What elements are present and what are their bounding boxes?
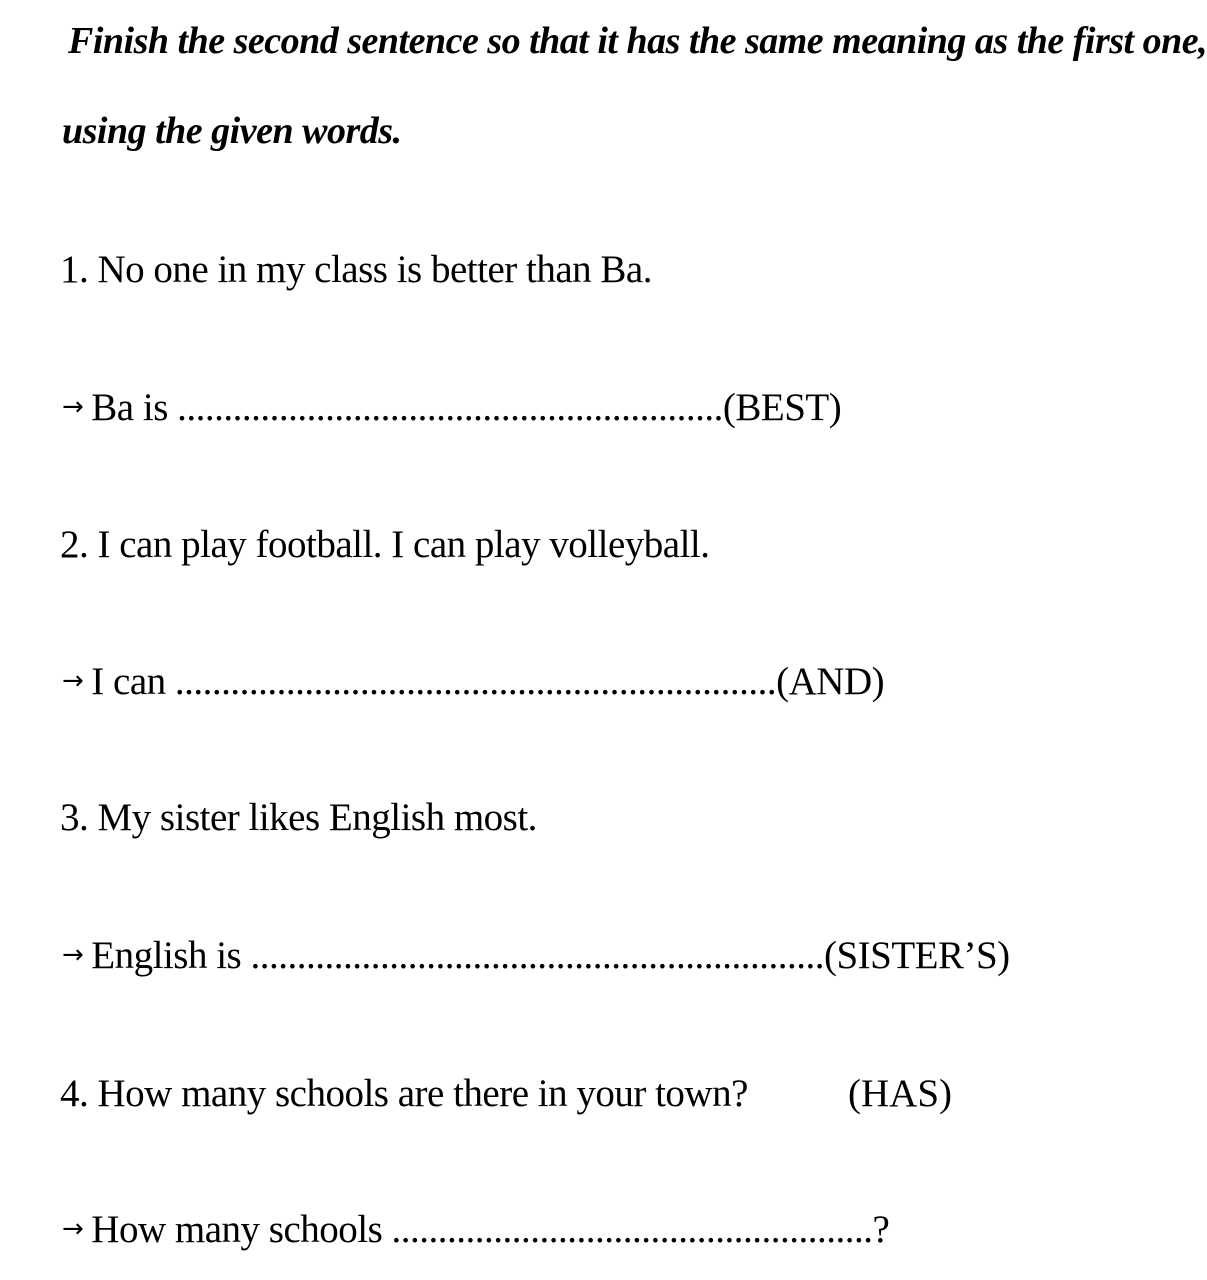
answer-start: I can xyxy=(91,660,166,703)
answer-blank[interactable]: .................................................... xyxy=(391,1208,873,1251)
answer-start: English is xyxy=(91,934,242,977)
arrow-icon: → xyxy=(62,1214,84,1244)
answer-start: How many schools xyxy=(91,1208,383,1251)
question-4-hint: (HAS) xyxy=(848,1072,952,1115)
question-2-prompt: 2. I can play football. I can play volleyball. xyxy=(60,523,710,566)
instruction-line-2: using the given words. xyxy=(62,110,402,152)
answer-blank[interactable]: .............................................................. xyxy=(250,934,824,977)
arrow-icon: → xyxy=(62,940,84,970)
question-4-answer-line xyxy=(62,1210,889,1249)
answer-hint: (AND) xyxy=(776,660,885,703)
answer-hint: (BEST) xyxy=(722,386,842,429)
instruction-line-1: Finish the second sentence so that it has the same meaning as the first one, xyxy=(68,20,1207,62)
answer-start: Ba is xyxy=(91,386,168,429)
question-4-prompt: 4. How many schools are there in your town? xyxy=(60,1072,748,1115)
question-1-answer-line xyxy=(62,388,841,427)
question-3-prompt: 3. My sister likes English most. xyxy=(60,796,537,839)
arrow-icon: → xyxy=(62,666,84,696)
question-3-answer-line xyxy=(62,936,1010,975)
answer-hint: (SISTER’S) xyxy=(823,934,1010,977)
question-1-prompt: 1. No one in my class is better than Ba. xyxy=(60,248,652,291)
question-2-answer-line xyxy=(62,662,884,701)
arrow-icon: → xyxy=(62,392,84,422)
answer-hint: ? xyxy=(872,1208,890,1251)
answer-blank[interactable]: ................................................................. xyxy=(174,660,777,703)
answer-blank[interactable]: ........................................................... xyxy=(177,386,723,429)
